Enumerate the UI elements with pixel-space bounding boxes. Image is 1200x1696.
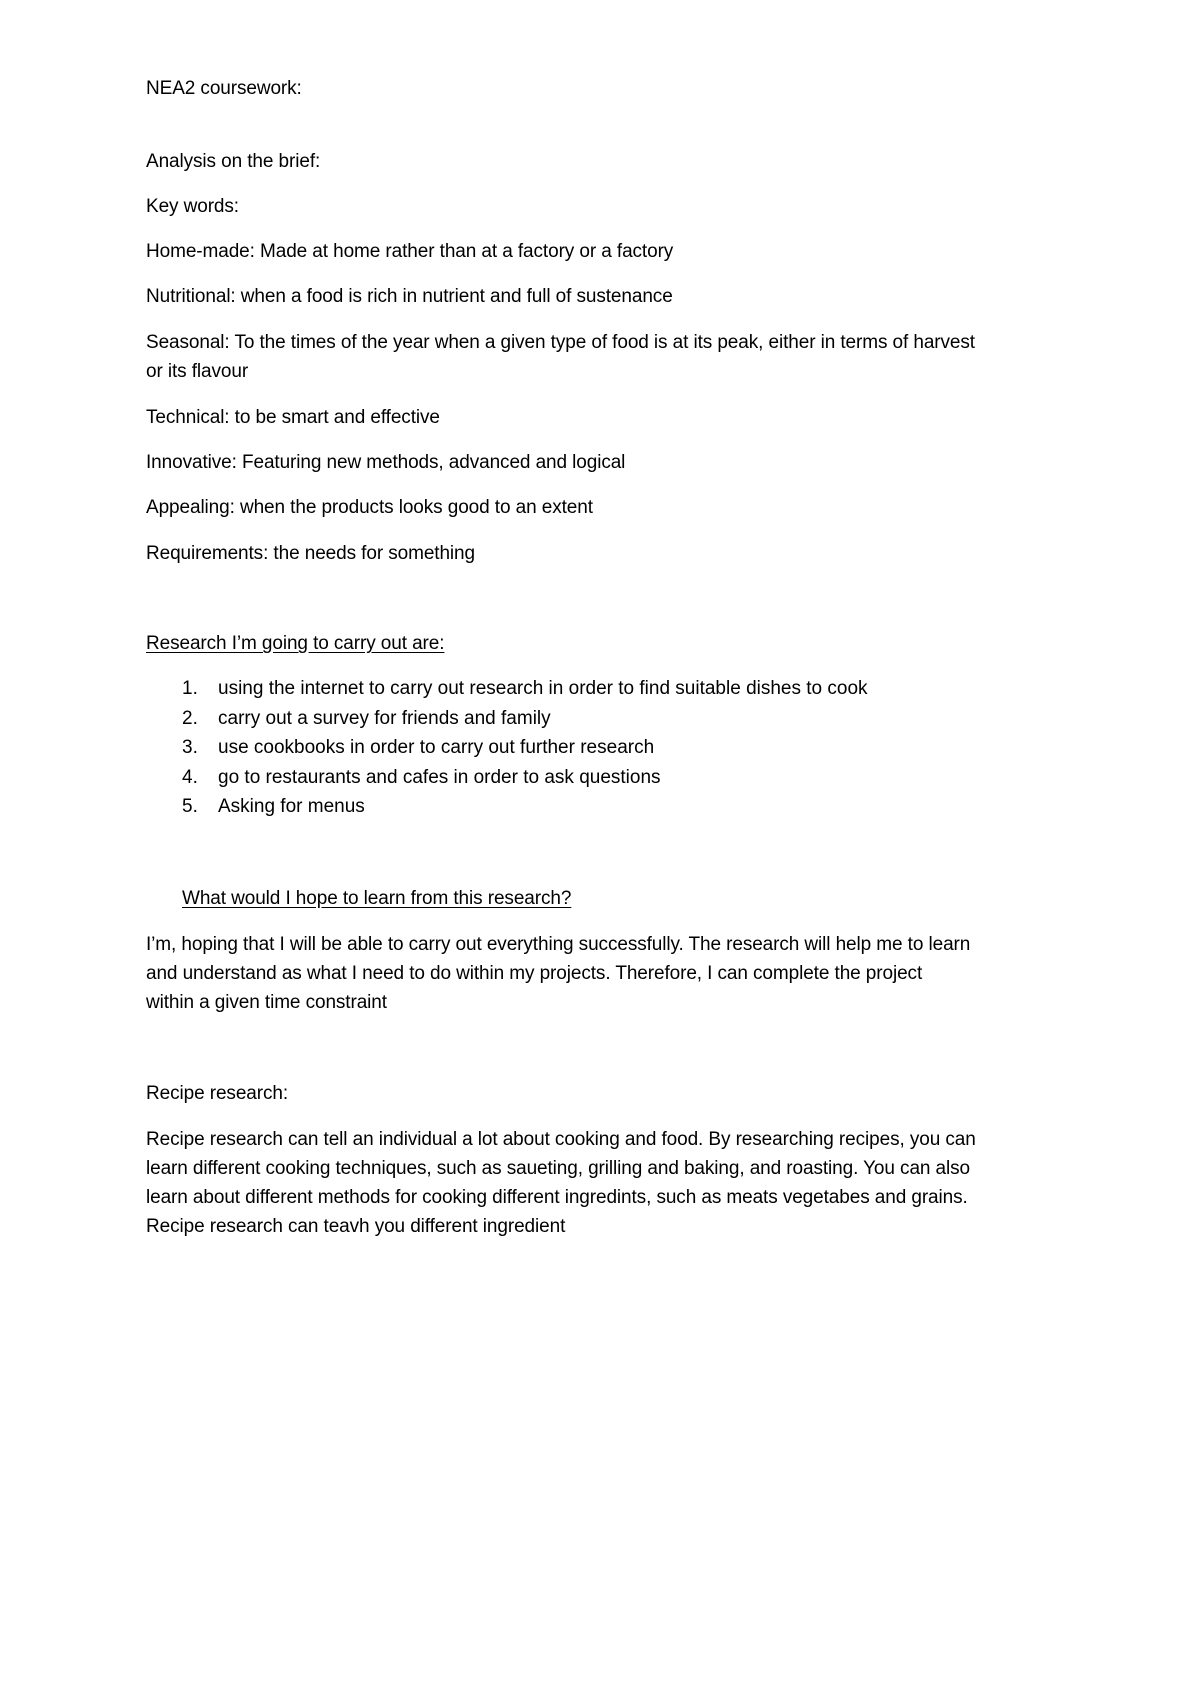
list-item-number: 4. [182,767,198,788]
key-word-seasonal-cont: or its flavour [146,361,249,382]
paragraph-line: and understand as what I need to do within my projects. Therefore, I can complete the project [146,963,923,984]
paragraph-line: learn different cooking techniques, such as saueting, grilling and baking, and roasting. You can also [146,1158,971,1179]
key-word-requirements: Requirements: the needs for something [146,543,475,564]
paragraph-line: Recipe research can teavh you different ingredient [146,1216,566,1237]
paragraph-line: Recipe research can tell an individual a lot about cooking and food. By researching recipes, you can [146,1129,976,1150]
paragraph-line: learn about different methods for cooking different ingredints, such as meats vegetabes and grains. [146,1187,968,1208]
key-word-home-made: Home-made: Made at home rather than at a factory or a factory [146,241,674,262]
key-word-nutritional: Nutritional: when a food is rich in nutrient and full of sustenance [146,286,673,307]
list-item-number: 2. [182,708,198,729]
list-item-number: 5. [182,796,198,817]
list-item-text: use cookbooks in order to carry out further research [218,737,655,758]
research-heading: Research I’m going to carry out are: [146,633,445,654]
list-item-text: carry out a survey for friends and family [218,708,551,729]
list-item-text: go to restaurants and cafes in order to ask questions [218,767,661,788]
list-item-number: 1. [182,678,198,699]
list-item-number: 3. [182,737,198,758]
list-item-text: using the internet to carry out research in order to find suitable dishes to cook [218,678,868,699]
key-words-heading: Key words: [146,196,239,217]
learn-heading: What would I hope to learn from this research? [182,888,572,909]
analysis-heading: Analysis on the brief: [146,151,321,172]
recipe-heading: Recipe research: [146,1083,289,1104]
key-word-seasonal: Seasonal: To the times of the year when a given type of food is at its peak, either in terms of harvest [146,332,975,353]
list-item-text: Asking for menus [218,796,365,817]
key-word-technical: Technical: to be smart and effective [146,407,440,428]
paragraph-line: within a given time constraint [146,992,387,1013]
key-word-innovative: Innovative: Featuring new methods, advanced and logical [146,452,626,473]
key-word-appealing: Appealing: when the products looks good to an extent [146,497,593,518]
paragraph-line: I’m, hoping that I will be able to carry out everything successfully. The research will help me to learn [146,934,971,955]
document-title: NEA2 coursework: [146,78,302,99]
